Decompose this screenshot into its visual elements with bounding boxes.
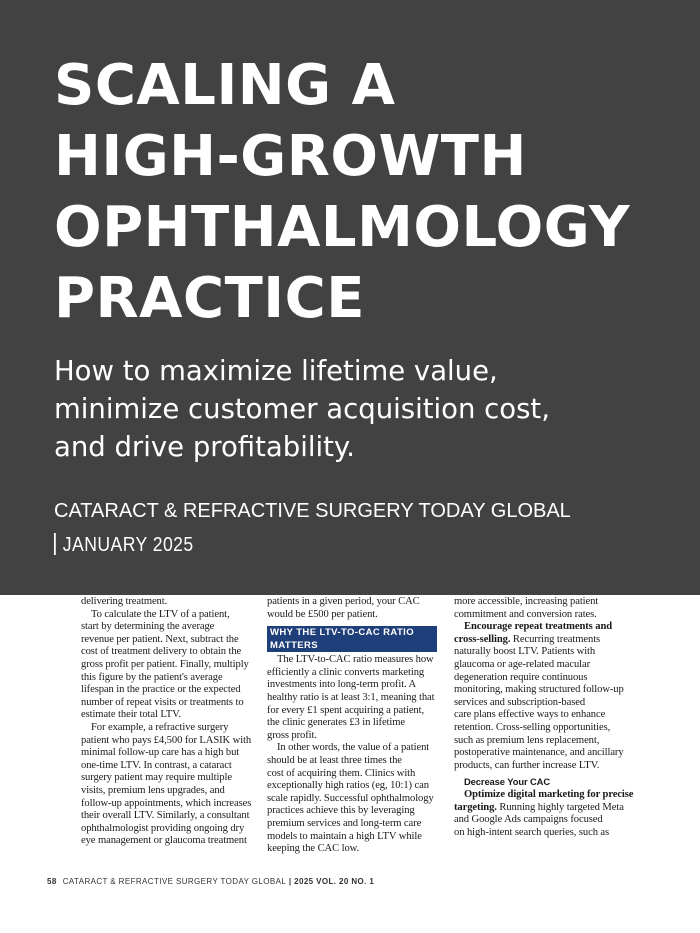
text-line: care plans effective ways to enhance	[454, 709, 606, 721]
title-line: SCALING A	[54, 53, 396, 118]
publication-name: CATARACT & REFRACTIVE SURGERY TODAY GLOBAL	[54, 500, 571, 522]
text-line: lifespan in the practice or the expected	[81, 684, 241, 696]
title-line: OPHTHALMOLOGY	[54, 195, 631, 260]
text-line: efficiently a clinic converts marketing	[267, 666, 425, 678]
text-line: patient who pays £4,500 for LASIK with	[81, 734, 252, 746]
title-line: PRACTICE	[54, 266, 365, 331]
text-line: The LTV-to-CAC ratio measures how	[277, 654, 434, 666]
text-line: In other words, the value of a patient	[277, 742, 430, 754]
article-title	[54, 50, 694, 334]
text-line: one-time LTV. In contrast, a cataract	[81, 759, 232, 771]
text-line: visits, premium lens upgrades, and	[81, 784, 225, 796]
subtitle-line: minimize customer acquisition cost,	[54, 393, 550, 425]
article-subtitle	[54, 352, 654, 466]
text-line: keeping the CAC low.	[267, 843, 360, 855]
text-line: ophthalmologist providing ongoing dry	[81, 822, 245, 834]
text-line: more accessible, increasing patient	[454, 596, 599, 607]
text-line: their overall LTV. Similarly, a consultant	[81, 810, 250, 822]
text-line: services and subscription-based	[454, 696, 586, 708]
text-line: practices achieve this by leveraging	[267, 805, 415, 817]
text-line: would be £500 per patient.	[267, 608, 378, 620]
text-line: glaucoma or age-related macular	[454, 658, 591, 670]
body-column-3	[454, 596, 634, 839]
text-line: degeneration require continuous	[454, 671, 588, 683]
paragraph-lead	[454, 788, 634, 802]
bold-lead: targeting.	[454, 801, 497, 813]
text-line: cost of acquiring them. Clinics with	[267, 767, 416, 779]
footer-volume: 2025 VOL. 20 NO. 1	[294, 877, 375, 886]
title-line: HIGH-GROWTH	[54, 124, 527, 189]
bold-lead: Optimize digital marketing for precise	[464, 788, 634, 800]
paragraph-lead	[454, 621, 626, 634]
issue-date	[54, 532, 194, 558]
text-line: revenue per patient. Next, subtract the	[81, 633, 239, 645]
paragraph-lead	[454, 802, 626, 815]
body-column-1	[81, 596, 252, 848]
body-text: Running highly targeted Meta	[496, 801, 624, 813]
text-line: gross profit.	[267, 729, 317, 741]
text-line: models to maintain a high LTV while	[267, 830, 422, 842]
section-heading: WHY THE LTV-TO-CAC RATIO MATTERS	[267, 626, 437, 652]
text-line: such as premium lens replacement,	[454, 734, 600, 746]
text-line: delivering treatment.	[81, 596, 168, 607]
divider-bar	[54, 533, 56, 555]
footer-publication: CATARACT & REFRACTIVE SURGERY TODAY GLOBAL	[62, 877, 287, 886]
text-line: postoperative maintenance, and ancillary	[454, 747, 624, 759]
text-line: patients in a given period, your CAC	[267, 596, 420, 607]
bold-lead: cross-selling.	[454, 633, 511, 645]
text-line: scale rapidly. Successful ophthalmology	[267, 792, 434, 804]
text-line: To calculate the LTV of a patient,	[91, 608, 230, 620]
footer-separator: |	[286, 877, 295, 886]
text-line: number of repeat visits or treatments to	[81, 696, 244, 708]
text-line: products, can further increase LTV.	[454, 759, 600, 771]
text-line: this figure by the patient's average	[81, 671, 223, 683]
text-line: cost of treatment delivery to obtain the	[81, 646, 242, 658]
text-line: commitment and conversion rates.	[454, 608, 597, 620]
subsection-heading: Decrease Your CAC	[464, 776, 551, 788]
text-line: should be at least three times the	[267, 754, 402, 766]
text-line: premium services and long-term care	[267, 817, 422, 829]
text-line: eye management or glaucoma treatment	[81, 835, 247, 847]
subtitle-line: How to maximize lifetime value,	[54, 355, 498, 387]
text-line: exceptionally high ratios (eg, 10:1) can	[267, 780, 429, 792]
body-column-2	[267, 596, 437, 856]
text-line: healthy ratio is at least 3:1, meaning that	[267, 691, 435, 703]
text-line: and Google Ads campaigns focused	[454, 814, 603, 826]
text-line: start by determining the average	[81, 621, 215, 633]
text-line: monitoring, making structured follow-up	[454, 684, 624, 696]
text-line: the clinic generates £3 in lifetime	[267, 717, 405, 729]
paragraph-lead	[454, 634, 626, 647]
body-text: Recurring treatments	[510, 633, 601, 645]
text-line: investments into long-term profit. A	[267, 679, 417, 691]
issue-date-text: JANUARY 2025	[62, 534, 194, 556]
text-line: For example, a refractive surgery	[91, 721, 229, 733]
text-line: estimate their total LTV.	[81, 709, 181, 721]
text-line: on high-intent search queries, such as	[454, 826, 610, 838]
page-footer	[47, 877, 374, 886]
text-line: follow-up appointments, which increases	[81, 797, 252, 809]
text-line: naturally boost LTV. Patients with	[454, 646, 596, 658]
subtitle-line: and drive profitability.	[54, 431, 356, 463]
text-line: retention. Cross-selling opportunities,	[454, 721, 611, 733]
text-line: surgery patient may require multiple	[81, 772, 232, 784]
page-number: 58	[47, 877, 57, 886]
text-line: minimal follow-up care has a high but	[81, 747, 240, 759]
bold-lead: Encourage repeat treatments and	[464, 621, 613, 633]
text-line: gross profit per patient. Finally, multiply	[81, 658, 249, 670]
text-line: for every £1 spent acquiring a patient,	[267, 704, 425, 716]
